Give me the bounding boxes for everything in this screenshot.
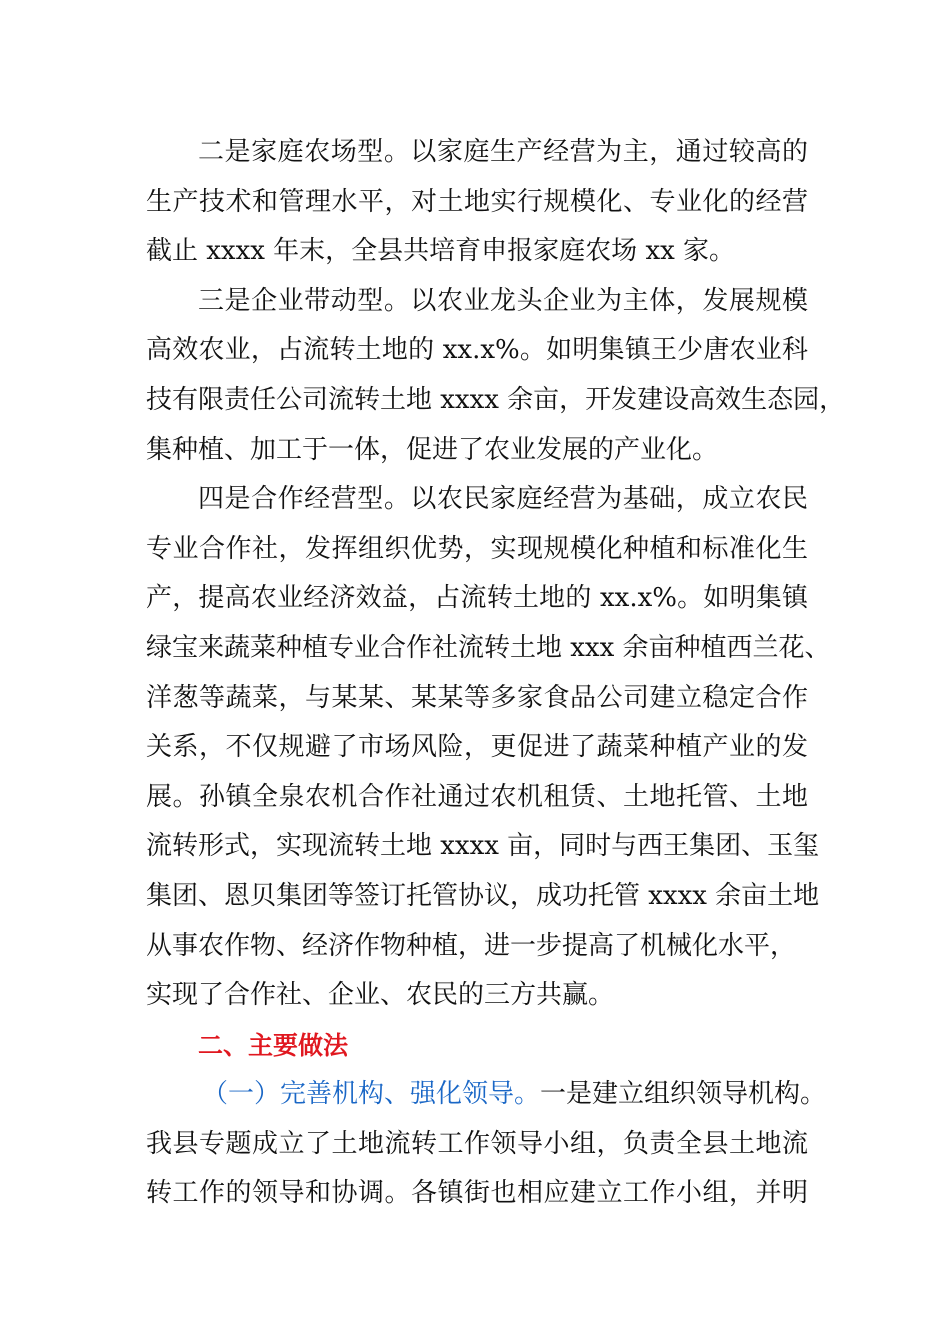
paragraph-line: 集种植、加工于一体，促进了农业发展的产业化。 [146,434,719,465]
paragraph-line: 二是家庭农场型。以家庭生产经营为主，通过较高的 [198,137,808,167]
subsection-first-line-rest: 一是建立组织领导机构。 [540,1079,827,1110]
paragraph-line: 流转形式，实现流转土地 xxxx 亩，同时与西王集团、玉玺 [146,831,820,862]
paragraph-line: 展。孙镇全泉农机合作社通过农机租赁、土地托管、土地 [146,781,808,812]
document-body [146,128,846,1219]
paragraph-line: 转工作的领导和协调。各镇街也相应建立工作小组，并明 [146,1178,808,1209]
paragraph-line: 集团、恩贝集团等签订托管协议，成功托管 xxxx 余亩土地 [146,880,820,911]
paragraph-line: 截止 xxxx 年末，全县共培育申报家庭农场 xx 家。 [146,236,736,267]
paragraph-line: 生产技术和管理水平，对土地实行规模化、专业化的经营 [146,186,808,217]
paragraph-line: 我县专题成立了土地流转工作领导小组，负责全县土地流 [146,1128,808,1159]
paragraph-line: 绿宝来蔬菜种植专业合作社流转土地 xxx 余亩种植西兰花、 [146,632,831,663]
subsection-first-line [146,1070,827,1120]
paragraph-enterprise-driven [146,277,846,475]
paragraph-line: 洋葱等蔬菜，与某某、某某等多家食品公司建立稳定合作 [146,682,808,713]
paragraph-line: 实现了合作社、企业、农民的三方共赢。 [146,980,615,1011]
subsection-organization [146,1070,827,1219]
paragraph-line: 技有限责任公司流转土地 xxxx 余亩，开发建设高效生态园， [146,384,846,415]
section-heading: 二、主要做法 [198,1030,349,1060]
paragraph-family-farm [146,128,808,277]
subsection-title: （一）完善机构、强化领导。 [202,1079,541,1110]
paragraph-line: 产，提高农业经济效益，占流转土地的 xx.x%。如明集镇 [146,583,808,614]
paragraph-line: 专业合作社，发挥组织优势，实现规模化种植和标准化生 [146,533,808,564]
paragraph-line: 关系，不仅规避了市场风险，更促进了蔬菜种植产业的发 [146,732,808,763]
paragraph-line: 从事农作物、经济作物种植，进一步提高了机械化水平， [146,930,797,961]
paragraph-cooperative [146,475,831,1021]
paragraph-line: 四是合作经营型。以农民家庭经营为基础，成立农民 [198,484,808,515]
paragraph-line: 三是企业带动型。以农业龙头企业为主体，发展规模 [198,285,808,316]
paragraph-line: 高效农业，占流转土地的 xx.x%。如明集镇王少唐农业科 [146,335,808,366]
